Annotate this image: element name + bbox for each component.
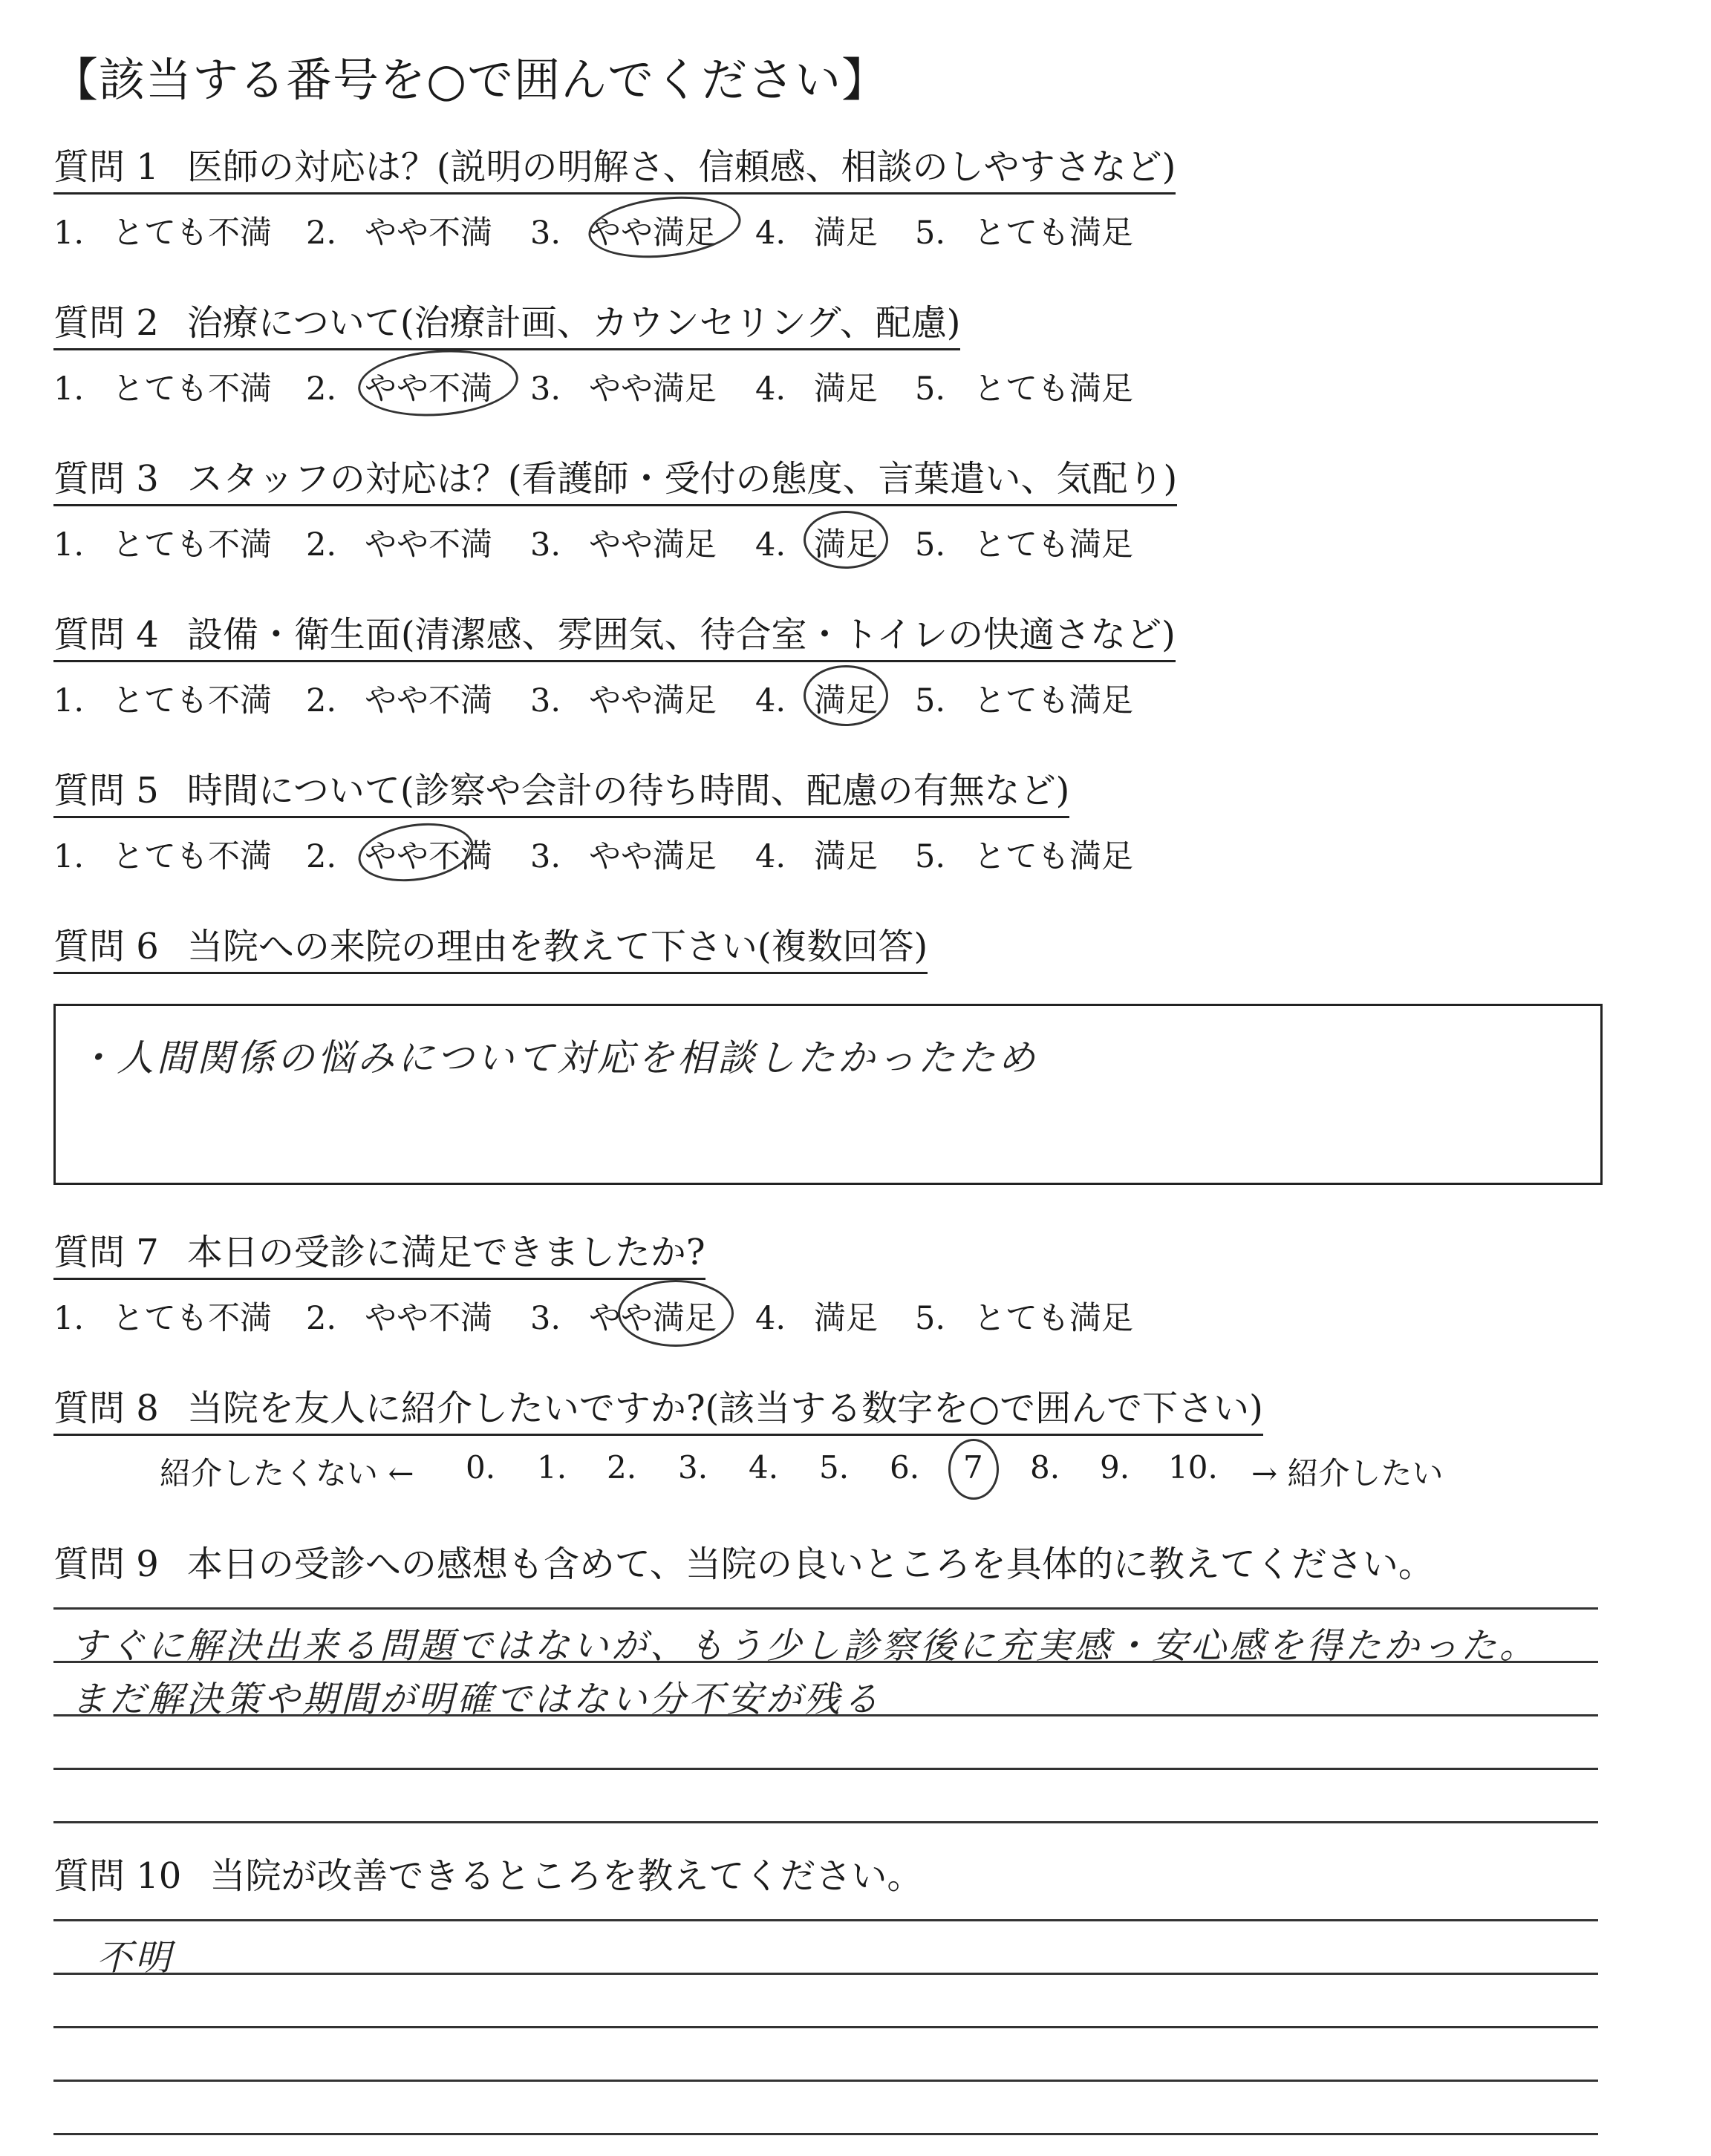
answer-line [53,1919,1598,1921]
question-5-options[interactable]: 1. とても不満 2. やや不満 3. やや満足 4. 満足 5. とても満足 [53,832,1242,876]
question-6-heading: 質問 6 当院への来院の理由を教えて下さい(複数回答) [53,927,928,974]
answer-line [53,2026,1598,2028]
answer-line [53,1768,1598,1770]
question-9-answer-line-2: まだ解決策や期間が明確ではない分不安が残る [71,1679,882,1720]
answer-line [53,1821,1598,1823]
scale-value-7: 7 [963,1449,983,1486]
question-3-options[interactable]: 1. とても不満 2. やや不満 3. やや満足 4. 満足 5. とても満足 [53,520,1242,564]
question-text: 医師の対応は？(説明の明解さ、信頼感、相談のしやすさなど) [186,146,1176,188]
scale-left-label: 紹介したくない ← [160,1455,414,1492]
answer-line [53,2080,1598,2082]
question-7-heading: 質問 7 本日の受診に満足できましたか? [53,1232,705,1280]
question-1-options[interactable]: 1. とても不満 2. やや不満 3. やや満足 4. 満足 5. とても満足 [53,208,1242,252]
answer-line [53,2133,1598,2135]
question-10-answer: 不明 [97,1937,175,1979]
scale-right-label: → 紹介したい [1251,1455,1444,1492]
question-4-heading: 質問 4 設備・衛生面(清潔感、雰囲気、待合室・トイレの快適さなど) [53,615,1176,662]
answer-line [53,1973,1598,1975]
question-8-scale[interactable]: 紹介したくない ← 0. 1. 2. 3. 4. 5. 6. 7 8. 9. 10. → 紹介したい [160,1449,1496,1494]
question-9-heading: 質問 9 本日の受診への感想も含めて、当院の良いところを具体的に教えてください。 [53,1544,1434,1585]
question-1-heading [53,147,1176,195]
question-3-heading: 質問 3 スタッフの対応は？(看護師・受付の態度、言葉遣い、気配り) [53,459,1177,506]
question-number: 質問 1 [53,146,159,188]
question-9-answer-line-1: すぐに解決出来る問題ではないが、もう少し診察後に充実感・安心感を得たかった。 [71,1625,1539,1667]
question-6-answer-box[interactable] [53,1004,1603,1185]
survey-title: 【該当する番号を○で囲んでください】 [52,53,889,107]
question-2-heading: 質問 2 治療について(治療計画、カウンセリング、配慮) [53,303,960,350]
answer-line [53,1607,1598,1610]
question-2-options[interactable]: 1. とても不満 2. やや不満 3. やや満足 4. 満足 5. とても満足 [53,364,1242,408]
question-10-heading: 質問 10 当院が改善できるところを教えてください。 [53,1855,923,1897]
question-4-options[interactable]: 1. とても不満 2. やや不満 3. やや満足 4. 満足 5. とても満足 [53,676,1242,720]
question-8-heading: 質問 8 当院を友人に紹介したいですか?(該当する数字を○で囲んで下さい) [53,1388,1263,1436]
question-5-heading: 質問 5 時間について(診察や会計の待ち時間、配慮の有無など) [53,771,1069,818]
question-6-answer: ・人間関係の悩みについて対応を相談したかったため [76,1036,1038,1079]
question-7-options[interactable]: 1. とても不満 2. やや不満 3. やや満足 4. 満足 5. とても満足 [53,1293,1242,1338]
